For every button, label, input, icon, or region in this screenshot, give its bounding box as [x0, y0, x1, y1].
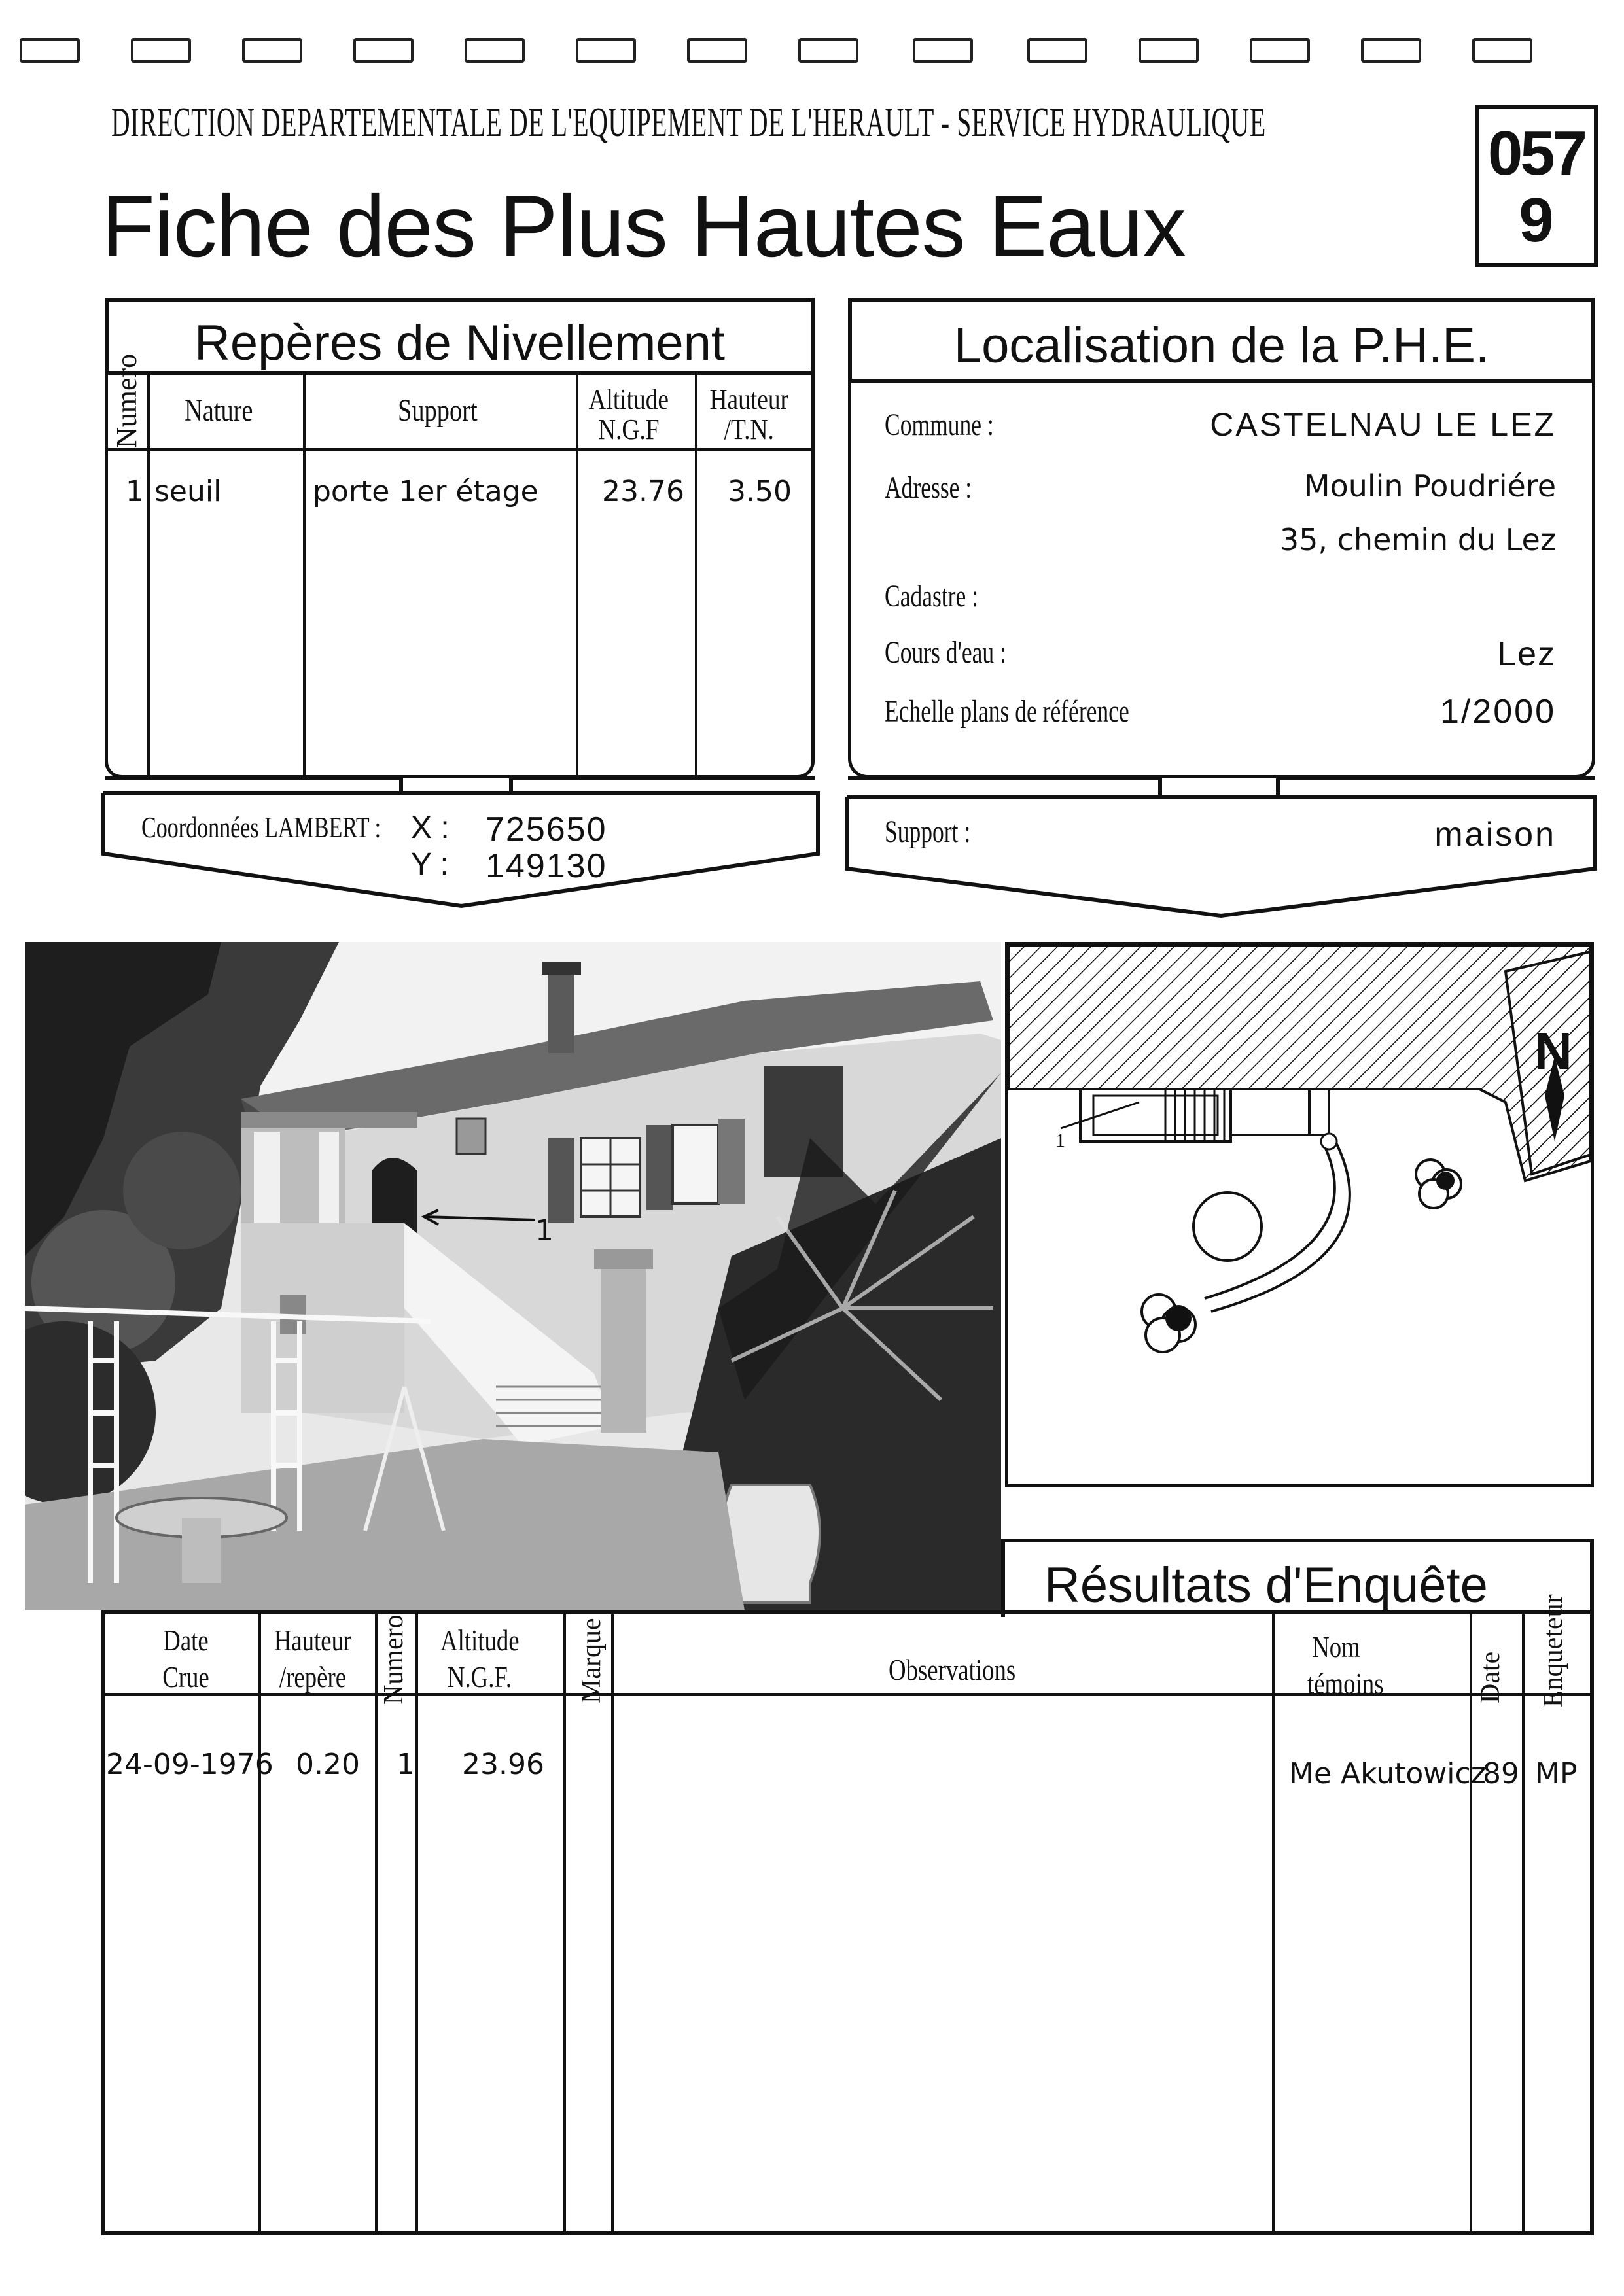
site-plan	[1005, 942, 1594, 1487]
house-photo	[25, 942, 1001, 1610]
adresse-line2: 35, chemin du Lez	[1279, 522, 1556, 557]
agency-heading: DIRECTION DEPARTEMENTALE DE L'EQUIPEMENT DE L'HERAULT - SERVICE HYDRAULIQUE	[111, 99, 1266, 145]
row-hauteur: 3.50	[728, 475, 792, 508]
coord-x-label: X :	[411, 810, 450, 845]
col-hauteur	[696, 385, 802, 445]
coord-x-value: 725650	[485, 810, 607, 848]
res-col-date-crue-label: Date Crue	[162, 1624, 209, 1694]
col-hauteur-label: Hauteur /T.N.	[709, 383, 788, 445]
res-row-altitude: 23.96	[462, 1748, 544, 1781]
echelle-label: Echelle plans de référence	[885, 694, 1129, 729]
resultats-title: Résultats d'Enquête	[1044, 1557, 1488, 1613]
res-row-nom: Me Akutowicz	[1289, 1757, 1486, 1790]
coordonnees-frame	[98, 788, 824, 926]
site-plan-drawing	[1008, 945, 1591, 1484]
cadastre-label: Cadastre :	[885, 579, 979, 614]
res-row-date: 89	[1483, 1757, 1519, 1790]
res-row-hauteur: 0.20	[296, 1748, 360, 1781]
commune-value: CASTELNAU LE LEZ	[1210, 406, 1556, 443]
support-frame	[841, 791, 1602, 922]
code-box	[1475, 105, 1598, 267]
res-col-numero: Numero	[379, 1614, 409, 1705]
res-row-date-crue: 24-09-1976	[106, 1748, 274, 1781]
commune-label: Commune :	[885, 408, 994, 442]
coord-y-label: Y :	[411, 847, 449, 882]
res-col-hauteur	[255, 1622, 370, 1696]
col-altitude	[576, 385, 682, 445]
localisation-title-box	[848, 298, 1595, 383]
cours-label: Cours d'eau :	[885, 635, 1006, 670]
code-sub: 9	[1519, 185, 1554, 255]
row-altitude: 23.76	[602, 475, 684, 508]
cours-value: Lez	[1497, 635, 1556, 673]
res-col-altitude	[422, 1622, 537, 1696]
res-col-observations: Observations	[889, 1653, 1016, 1686]
coord-label: Coordonnées LAMBERT :	[141, 810, 381, 844]
res-col-date-crue	[128, 1622, 243, 1696]
row-numero: 1	[126, 475, 144, 508]
resultats-title-box	[1001, 1539, 1594, 1617]
res-col-nom-temoins	[1289, 1629, 1383, 1702]
col-numero: Numero	[111, 353, 143, 448]
row-nature: seuil	[154, 475, 222, 508]
resultats-table	[101, 1610, 1594, 2235]
res-row-numero: 1	[397, 1748, 415, 1781]
res-row-enqueteur: MP	[1535, 1757, 1578, 1790]
coord-y-value: 149130	[485, 847, 607, 885]
reperes-title: Repères de Nivellement	[194, 315, 726, 371]
house-photo-drawing	[25, 942, 1001, 1610]
support-value: maison	[1434, 816, 1556, 854]
res-col-hauteur-label: Hauteur /repère	[274, 1624, 352, 1694]
page-title: Fiche des Plus Hautes Eaux	[101, 178, 1186, 275]
reperes-title-box	[105, 298, 815, 375]
res-col-nom-temoins-label: Nom témoins	[1307, 1630, 1384, 1700]
localisation-title: Localisation de la P.H.E.	[953, 318, 1490, 374]
res-col-altitude-label: Altitude N.G.F.	[440, 1624, 520, 1694]
res-col-date: Date	[1475, 1651, 1506, 1703]
adresse-line1: Moulin Poudriére	[1303, 468, 1556, 504]
col-altitude-label: Altitude N.G.F	[588, 383, 669, 445]
code-number: 057	[1487, 118, 1585, 188]
north-label: N	[1534, 1022, 1572, 1080]
adresse-label: Adresse :	[885, 470, 972, 505]
support-label: Support :	[885, 814, 971, 849]
res-col-marque: Marque	[576, 1618, 607, 1703]
col-nature: Nature	[185, 393, 253, 428]
photo-marker: 1	[535, 1214, 554, 1247]
echelle-value: 1/2000	[1439, 693, 1556, 731]
row-support: porte 1er étage	[313, 475, 538, 508]
plan-marker: 1	[1055, 1130, 1065, 1151]
col-support: Support	[398, 393, 478, 428]
res-col-enqueteur: Enqueteur	[1538, 1594, 1568, 1707]
